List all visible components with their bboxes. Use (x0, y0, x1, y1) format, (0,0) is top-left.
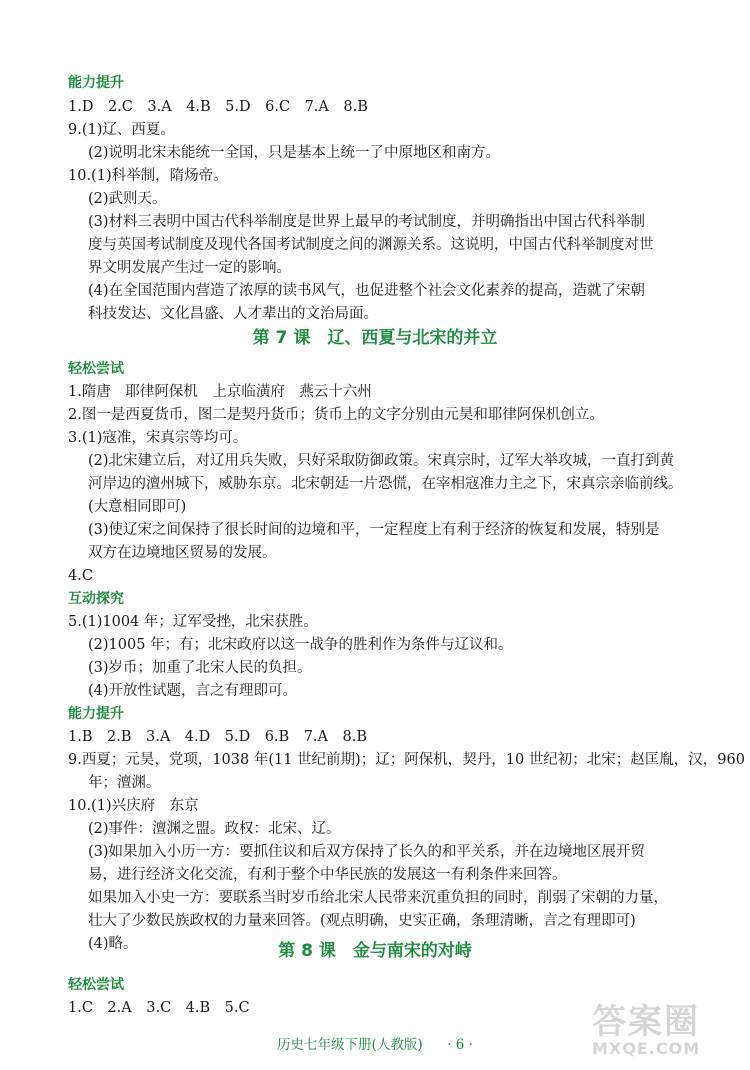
answer-line: 度与英国考试制度及现代各国考试制度之间的渊源关系。这说明，中国古代科举制度对世 (88, 237, 654, 253)
answer-line: (大意相同即可) (88, 499, 187, 515)
answer-line: 3.(1)寇准，宋真宗等均可。 (68, 430, 248, 446)
answer-line: (2)事件：澶渊之盟。政权：北宋、辽。 (88, 821, 341, 837)
answer-line: 9.(1)辽、西夏。 (68, 122, 175, 138)
answer-line: (3)材料三表明中国古代科举制度是世界上最早的考试制度，并明确指出中国古代科举制 (88, 214, 646, 230)
lesson-title: 第 7 课 辽、西夏与北宋的并立 (252, 328, 498, 348)
answer-line: (2)武则天。 (88, 191, 167, 207)
answer-line: 10.(1)科举制，隋炀帝。 (68, 168, 228, 184)
answer-line: 年；澶渊。 (88, 775, 161, 791)
answer-line: (4)略。 (88, 936, 138, 952)
answer-line: (3)岁币；加重了北宋人民的负担。 (88, 660, 312, 676)
answer-line: 界文明发展产生过一定的影响。 (88, 260, 291, 276)
section-heading-ability: 能力提升 (68, 75, 124, 91)
answer-line: (3)使辽宋之间保持了很长时间的边境和平，一定程度上有利于经济的恢复和发展，特别是 (88, 522, 660, 538)
answer-line: 1.隋唐 耶律阿保机 上京临潢府 燕云十六州 (68, 384, 372, 400)
answer-line: 5.(1)1004 年；辽军受挫，北宋获胜。 (68, 614, 318, 630)
answer-line: (2)1005 年；有；北宋政府以这一战争的胜利作为条件与辽议和。 (88, 637, 513, 653)
answer-line: 4.C (68, 568, 93, 584)
answer-line: 9.西夏；元昊，党项，1038 年(11 世纪前期)；辽；阿保机，契丹，10 世纪初；北宋；赵匡胤，汉，960 (68, 752, 745, 768)
watermark-top-text: 答案圈 (592, 1002, 700, 1042)
watermark-bottom-text: MXQE.COM (592, 1039, 701, 1058)
answer-line: (3)如果加入小历一方：要抓住议和后双方保持了长久的和平关系，并在边境地区展开贸 (88, 844, 646, 860)
section-heading-ability: 能力提升 (68, 706, 124, 722)
answer-line: (2)北宋建立后，对辽用兵失败，只好采取防御政策。宋真宗时，辽军大举攻城，一直打到黄 (88, 453, 675, 469)
answer-line: (4)开放性试题，言之有理即可。 (88, 683, 298, 699)
section-heading-explore: 互动探究 (68, 591, 124, 607)
section-heading-try: 轻松尝试 (68, 977, 124, 993)
answer-line: 如果加入小史一方：要联系当时岁币给北宋人民带来沉重负担的同时，削弱了宋朝的力量， (88, 890, 668, 906)
watermark-logo (592, 1004, 732, 1062)
answer-line: 1.C 2.A 3.C 4.B 5.C (68, 1000, 250, 1016)
lesson-title: 第 8 课 金与南宋的对峙 (278, 941, 472, 961)
section-heading-try: 轻松尝试 (68, 361, 124, 377)
page-number: · 6 · (447, 1037, 473, 1053)
answer-line: 2.图一是西夏货币，图二是契丹货币；货币上的文字分别由元昊和耶律阿保机创立。 (68, 407, 604, 423)
answer-line: 10.(1)兴庆府 东京 (68, 798, 199, 814)
answer-line: 易，进行经济文化交流，有利于整个中华民族的发展这一有利条件来回答。 (88, 867, 567, 883)
answer-line: 科技发达、文化昌盛、人才辈出的文治局面。 (88, 306, 378, 322)
answer-line: 1.B 2.B 3.A 4.D 5.D 6.B 7.A 8.B (68, 729, 367, 745)
answer-line: 双方在边境地区贸易的发展。 (88, 545, 277, 561)
answer-line: 1.D 2.C 3.A 4.B 5.D 6.C 7.A 8.B (68, 99, 368, 115)
answer-line: 河岸边的澶州城下，威胁东京。北宋朝廷一片恐慌，在宰相寇准力主之下，宋真宗亲临前线。 (88, 476, 683, 492)
answer-line: 壮大了少数民族政权的力量来回答。(观点明确，史实正确，条理清晰，言之有理即可) (88, 913, 636, 929)
book-title: 历史七年级下册(人教版) (277, 1037, 423, 1053)
answer-line: (4)在全国范围内营造了浓厚的读书风气，也促进整个社会文化素养的提高，造就了宋朝 (88, 283, 646, 299)
answer-line: (2)说明北宋未能统一全国，只是基本上统一了中原地区和南方。 (88, 145, 501, 161)
